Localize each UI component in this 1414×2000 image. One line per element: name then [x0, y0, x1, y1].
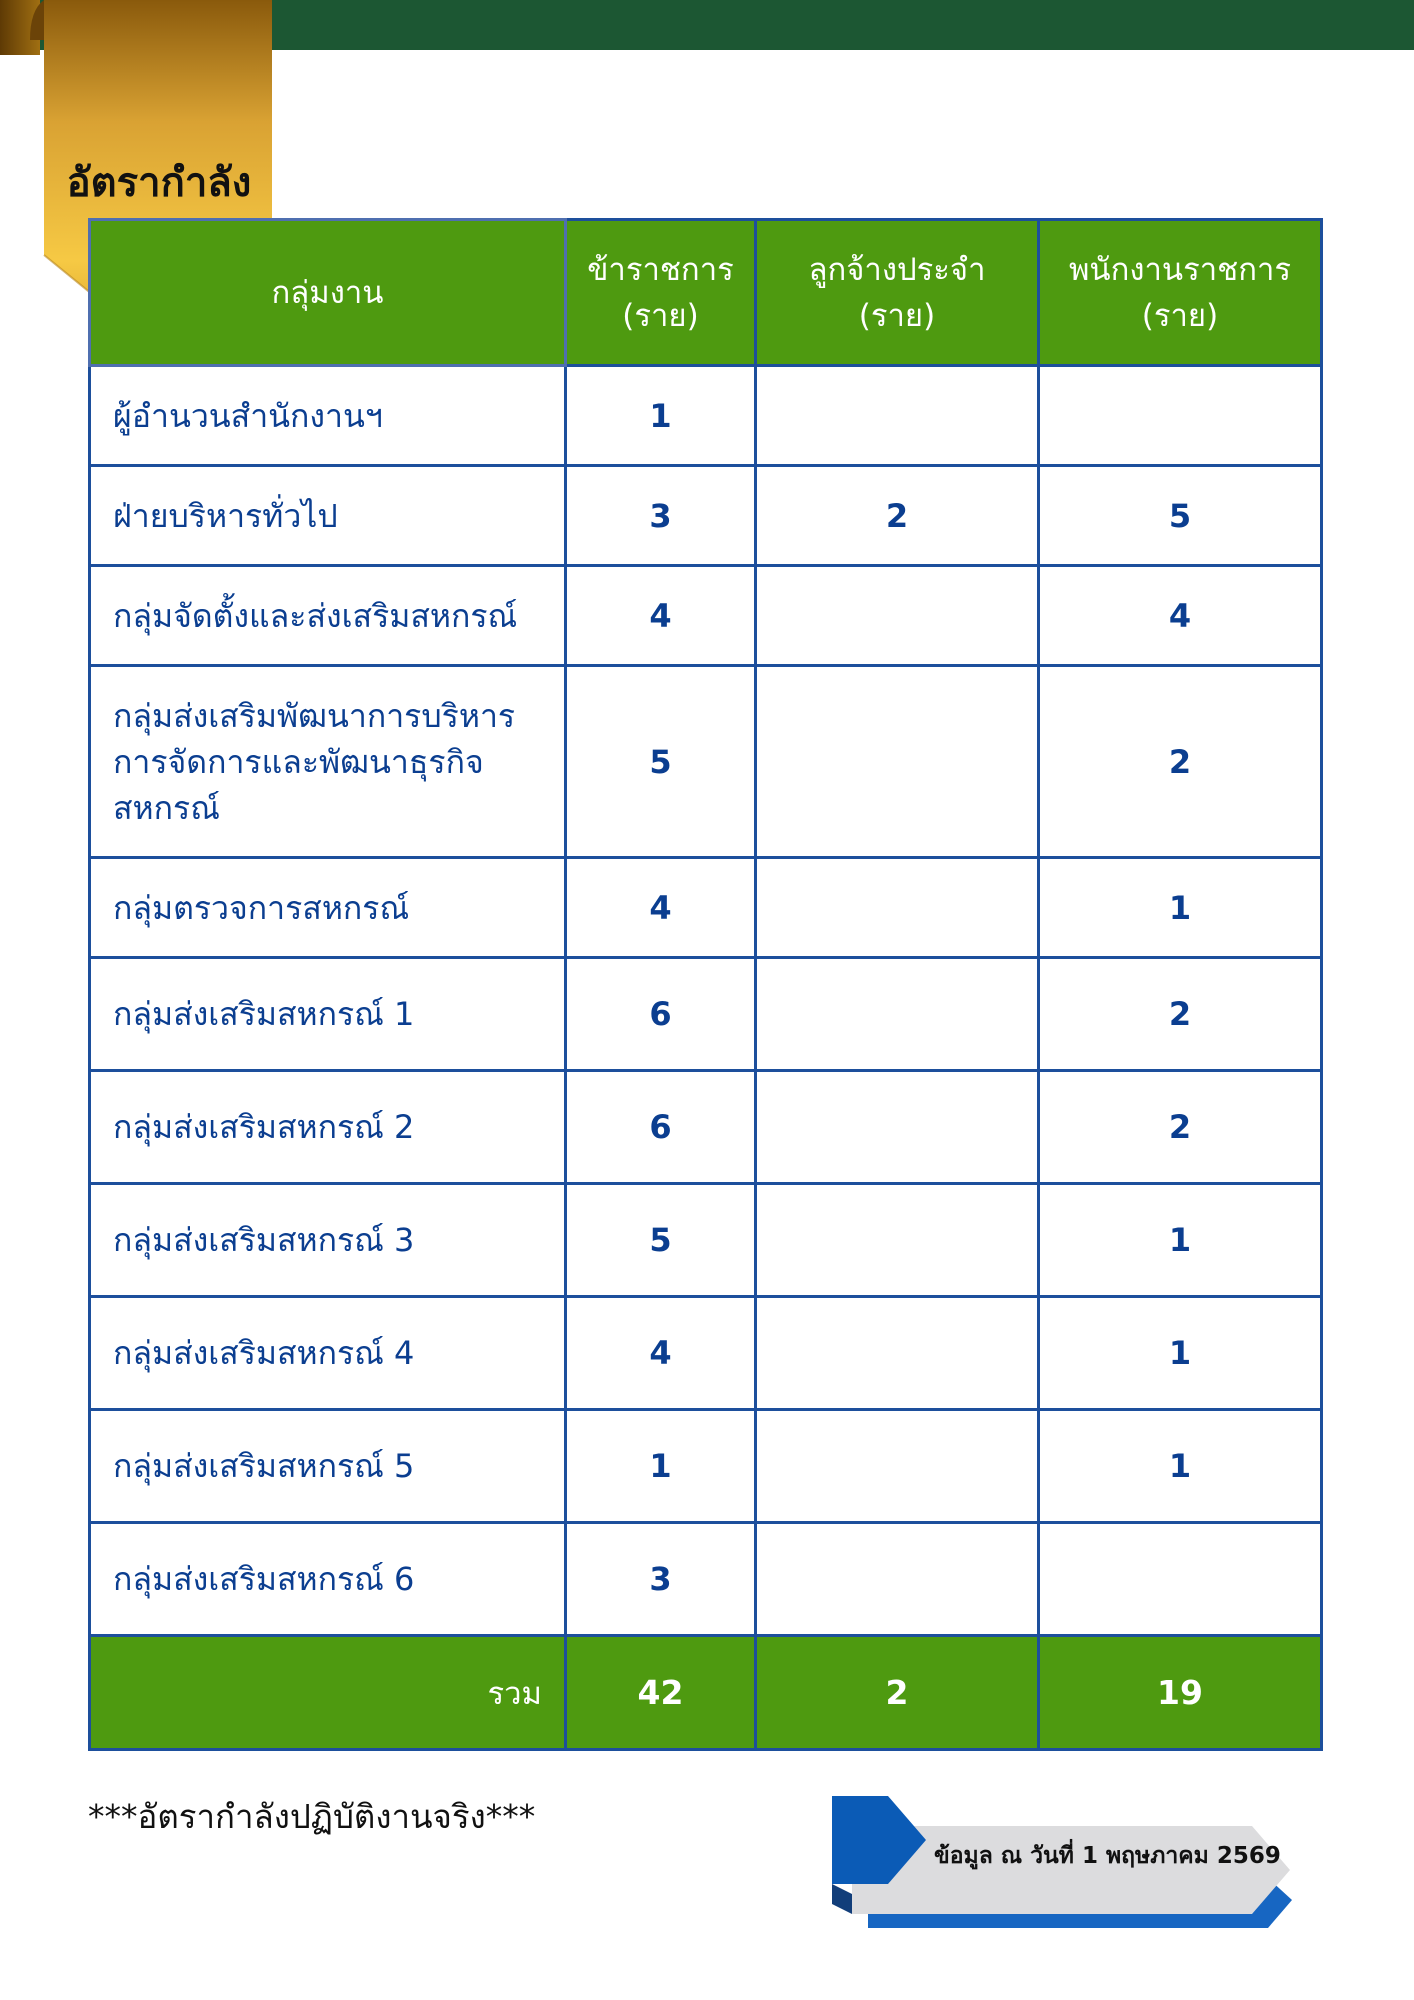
row-employee: 4	[1039, 566, 1322, 666]
header-civil-line2: (ราย)	[622, 297, 699, 334]
header-group	[90, 220, 566, 366]
row-name: ผู้อำนวนสำนักงานฯ	[90, 366, 566, 466]
row-permanent	[756, 566, 1039, 666]
row-permanent	[756, 1071, 1039, 1184]
header-permanent-line2: (ราย)	[858, 297, 936, 334]
header-government-employee	[1039, 220, 1322, 366]
table-row	[90, 1297, 1322, 1410]
row-permanent	[756, 366, 1039, 466]
table-row	[90, 1071, 1322, 1184]
row-permanent	[756, 1184, 1039, 1297]
row-employee: 1	[1039, 858, 1322, 958]
row-employee	[1039, 1523, 1322, 1636]
row-name: กลุ่มส่งเสริมสหกรณ์ 4	[90, 1297, 566, 1410]
total-permanent: 2	[756, 1636, 1039, 1750]
row-employee: 2	[1039, 666, 1322, 858]
row-civil: 6	[566, 958, 756, 1071]
row-name-line1: กลุ่มส่งเสริมพัฒนาการบริหาร	[113, 696, 516, 735]
row-employee: 1	[1039, 1297, 1322, 1410]
row-civil: 3	[566, 466, 756, 566]
total-label: รวม	[90, 1636, 566, 1750]
header-permanent-line1: ลูกจ้างประจำ	[808, 251, 986, 288]
row-name: กลุ่มส่งเสริมสหกรณ์ 1	[90, 958, 566, 1071]
row-employee: 2	[1039, 1071, 1322, 1184]
row-civil: 4	[566, 858, 756, 958]
table-row	[90, 858, 1322, 958]
row-name	[90, 666, 566, 858]
row-employee: 2	[1039, 958, 1322, 1071]
row-civil: 1	[566, 1410, 756, 1523]
row-name-line3: สหกรณ์	[113, 788, 220, 827]
data-date-text: ข้อมูล ณ วันที่ 1 พฤษภาคม 2569	[934, 1843, 1281, 1869]
row-name: กลุ่มส่งเสริมสหกรณ์ 5	[90, 1410, 566, 1523]
table-row	[90, 366, 1322, 466]
row-permanent	[756, 1297, 1039, 1410]
row-permanent	[756, 1523, 1039, 1636]
staffing-table	[88, 218, 1323, 1751]
table-row	[90, 1523, 1322, 1636]
row-civil: 4	[566, 566, 756, 666]
row-civil: 3	[566, 1523, 756, 1636]
row-civil: 4	[566, 1297, 756, 1410]
row-name: กลุ่มส่งเสริมสหกรณ์ 2	[90, 1071, 566, 1184]
row-name: กลุ่มส่งเสริมสหกรณ์ 3	[90, 1184, 566, 1297]
header-permanent-employee	[756, 220, 1039, 366]
table-row	[90, 666, 1322, 858]
row-permanent: 2	[756, 466, 1039, 566]
table-row	[90, 1184, 1322, 1297]
row-name: ฝ่ายบริหารทั่วไป	[90, 466, 566, 566]
page-title: อัตรากำลัง	[66, 160, 252, 206]
row-employee: 1	[1039, 1184, 1322, 1297]
total-employee: 19	[1039, 1636, 1322, 1750]
row-permanent	[756, 858, 1039, 958]
table-row	[90, 1410, 1322, 1523]
row-civil: 6	[566, 1071, 756, 1184]
table-row	[90, 566, 1322, 666]
row-permanent	[756, 958, 1039, 1071]
footnote: ***อัตรากำลังปฏิบัติงานจริง***	[88, 1797, 536, 1836]
row-name-line2: การจัดการและพัฒนาธุรกิจ	[113, 742, 484, 781]
row-permanent	[756, 666, 1039, 858]
row-employee: 5	[1039, 466, 1322, 566]
row-name: กลุ่มจัดตั้งและส่งเสริมสหกรณ์	[90, 566, 566, 666]
header-civil-servant	[566, 220, 756, 366]
table-row	[90, 466, 1322, 566]
header-employee-line1: พนักงานราชการ	[1068, 251, 1292, 288]
row-employee	[1039, 366, 1322, 466]
total-civil: 42	[566, 1636, 756, 1750]
data-date-badge	[828, 1796, 1292, 1930]
total-row	[90, 1636, 1322, 1750]
row-civil: 5	[566, 666, 756, 858]
table-row	[90, 958, 1322, 1071]
row-permanent	[756, 1410, 1039, 1523]
row-name: กลุ่มตรวจการสหกรณ์	[90, 858, 566, 958]
row-civil: 1	[566, 366, 756, 466]
header-civil-line1: ข้าราชการ	[587, 251, 734, 288]
row-employee: 1	[1039, 1410, 1322, 1523]
header-row	[90, 220, 1322, 366]
row-civil: 5	[566, 1184, 756, 1297]
header-employee-line2: (ราย)	[1141, 297, 1219, 334]
header-group-label: กลุ่มงาน	[271, 274, 384, 311]
row-name: กลุ่มส่งเสริมสหกรณ์ 6	[90, 1523, 566, 1636]
